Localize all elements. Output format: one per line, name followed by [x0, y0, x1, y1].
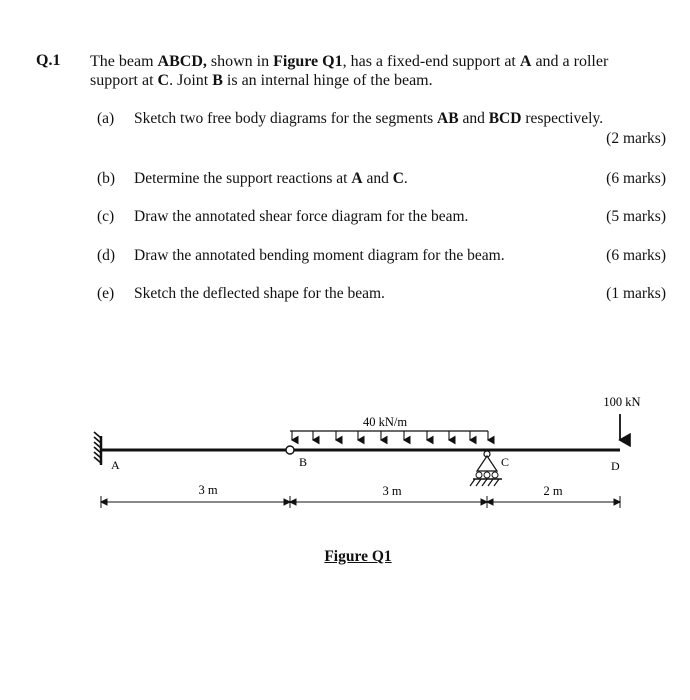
dimension-lines — [101, 496, 620, 508]
part-d-label: (d) — [97, 247, 116, 264]
label-udl: 40 kN/m — [362, 415, 408, 429]
part-a-text: Sketch two free body diagrams for the segments AB and BCD respectively. — [134, 110, 604, 127]
part-b-text: Determine the support reactions at A and C. — [134, 170, 408, 187]
span-AB: 3 m — [198, 483, 218, 497]
label-B: B — [299, 455, 308, 469]
part-c-label: (c) — [97, 208, 115, 225]
label-C: C — [501, 455, 510, 469]
label-A: A — [111, 458, 120, 472]
part-d-marks: (6 marks) — [606, 247, 666, 264]
fixed-support-A — [94, 432, 101, 465]
part-b-label: (b) — [97, 170, 116, 187]
part-a-label: (a) — [97, 110, 115, 127]
part-e-label: (e) — [97, 285, 115, 302]
part-c-marks: (5 marks) — [606, 208, 666, 225]
part-b-marks: (6 marks) — [606, 170, 666, 187]
span-CD: 2 m — [543, 484, 563, 498]
label-point-load: 100 kN — [603, 395, 641, 409]
question-number: Q.1 — [36, 52, 61, 69]
span-BC: 3 m — [382, 484, 402, 498]
part-e-marks: (1 marks) — [606, 285, 666, 302]
intro-line-2: support at C. Joint B is an internal hinge of the beam. — [90, 72, 433, 89]
part-c-text: Draw the annotated shear force diagram for the beam. — [134, 208, 469, 225]
roller-support-C — [470, 451, 502, 486]
figure-caption: Figure Q1 — [324, 548, 392, 565]
intro-line-1: The beam ABCD, shown in Figure Q1, has a fixed-end support at A and a roller — [90, 53, 609, 70]
part-a-marks: (2 marks) — [606, 130, 666, 147]
label-D: D — [611, 459, 620, 473]
part-e-text: Sketch the deflected shape for the beam. — [134, 285, 385, 302]
hinge-B — [286, 446, 294, 454]
udl-load — [290, 431, 488, 440]
part-d-text: Draw the annotated bending moment diagram for the beam. — [134, 247, 505, 264]
